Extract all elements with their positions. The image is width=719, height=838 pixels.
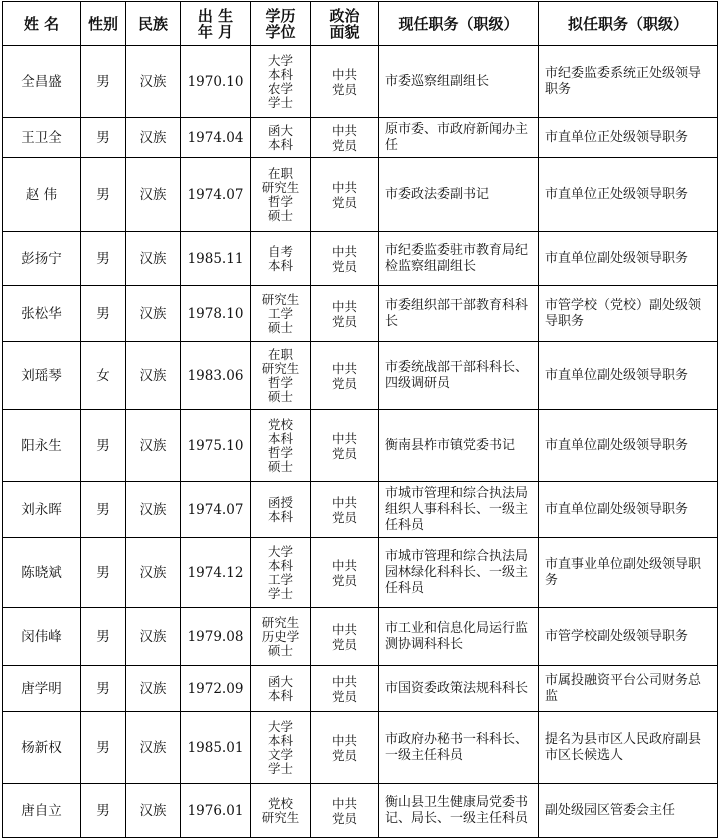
cell-birth: 1974.07	[181, 158, 251, 232]
education-line: 函大	[267, 122, 293, 138]
cell-proposed-position: 提名为县市区人民政府副县市区长候选人	[539, 712, 718, 784]
cell-current-position: 市委政法委副书记	[379, 158, 539, 232]
cell-birth: 1983.06	[181, 342, 251, 410]
political-line: 中共	[331, 673, 357, 689]
political-line: 中共	[331, 494, 357, 510]
cell-ethnicity: 汉族	[126, 410, 181, 482]
header-proposed-position: 拟任职务（职级）	[539, 2, 718, 46]
cell-gender: 男	[81, 232, 126, 286]
political-line: 党员	[331, 747, 357, 763]
political-line: 党员	[331, 81, 357, 97]
cell-proposed-position: 市直单位副处级领导职务	[539, 342, 718, 410]
table-row	[3, 286, 718, 342]
table-row	[3, 410, 718, 482]
cell-name: 唐自立	[3, 784, 81, 838]
education-line: 研究生	[261, 291, 300, 307]
cell-political	[311, 232, 379, 286]
cell-gender: 男	[81, 158, 126, 232]
political-line: 中共	[331, 732, 357, 748]
education-line: 在职	[267, 346, 293, 362]
cell-ethnicity: 汉族	[126, 608, 181, 666]
cell-political	[311, 482, 379, 538]
cell-name: 杨新权	[3, 712, 81, 784]
political-line: 中共	[331, 66, 357, 82]
cell-proposed-position: 副处级园区管委会主任	[539, 784, 718, 838]
cell-political	[311, 286, 379, 342]
cell-political	[311, 342, 379, 410]
education-line: 党校	[267, 795, 293, 811]
education-line: 工学	[267, 305, 293, 321]
cell-birth: 1976.01	[181, 784, 251, 838]
header-gender: 性别	[81, 2, 126, 46]
cell-education	[251, 342, 311, 410]
cell-birth: 1985.11	[181, 232, 251, 286]
cell-education	[251, 482, 311, 538]
header-political-line-1: 政治	[329, 6, 360, 25]
cell-birth: 1978.10	[181, 286, 251, 342]
education-line: 历史学	[261, 628, 300, 644]
cell-gender: 男	[81, 482, 126, 538]
cell-name: 陈晓斌	[3, 538, 81, 608]
header-birth-line-1: 出 生	[197, 6, 234, 25]
cell-current-position: 市委巡察组副组长	[379, 46, 539, 118]
cell-proposed-position: 市管学校（党校）副处级领导职务	[539, 286, 718, 342]
cell-education	[251, 784, 311, 838]
political-line: 中共	[331, 430, 357, 446]
cell-current-position: 市国资委政策法规科科长	[379, 666, 539, 712]
cell-name: 阳永生	[3, 410, 81, 482]
political-line: 党员	[331, 688, 357, 704]
cell-birth: 1975.10	[181, 410, 251, 482]
cell-education	[251, 538, 311, 608]
cell-education	[251, 608, 311, 666]
cell-gender: 男	[81, 118, 126, 158]
header-birth-line-2: 年 月	[197, 22, 234, 41]
cell-birth: 1974.04	[181, 118, 251, 158]
cell-current-position: 市城市管理和综合执法局园林绿化科科长、一级主任科员	[379, 538, 539, 608]
cell-proposed-position: 市属投融资平台公司财务总监	[539, 666, 718, 712]
political-line: 党员	[331, 445, 357, 461]
cell-proposed-position: 市直单位正处级领导职务	[539, 118, 718, 158]
cell-ethnicity: 汉族	[126, 232, 181, 286]
education-line: 大学	[267, 543, 293, 559]
education-line: 党校	[267, 416, 293, 432]
education-line: 函授	[267, 494, 293, 510]
education-line: 本科	[267, 687, 293, 703]
cell-education	[251, 46, 311, 118]
cell-political	[311, 538, 379, 608]
cell-proposed-position: 市直事业单位副处级领导职务	[539, 538, 718, 608]
cell-political	[311, 158, 379, 232]
political-line: 中共	[331, 557, 357, 573]
table-row	[3, 666, 718, 712]
cell-current-position: 衡南县柞市镇党委书记	[379, 410, 539, 482]
education-line: 农学	[267, 80, 293, 96]
education-line: 哲学	[267, 374, 293, 390]
political-line: 中共	[331, 621, 357, 637]
education-line: 硕士	[267, 207, 293, 223]
education-line: 本科	[267, 557, 293, 573]
political-line: 党员	[331, 810, 357, 826]
cell-political	[311, 410, 379, 482]
header-ethnicity: 民族	[126, 2, 181, 46]
education-line: 硕士	[267, 388, 293, 404]
cell-gender: 男	[81, 46, 126, 118]
cell-education	[251, 158, 311, 232]
cell-name: 刘瑶琴	[3, 342, 81, 410]
cell-gender: 男	[81, 410, 126, 482]
cell-birth: 1985.01	[181, 712, 251, 784]
table-row	[3, 46, 718, 118]
cell-name: 唐学明	[3, 666, 81, 712]
cell-education	[251, 286, 311, 342]
cell-birth: 1970.10	[181, 46, 251, 118]
cell-name: 刘永晖	[3, 482, 81, 538]
political-line: 党员	[331, 375, 357, 391]
cell-name: 张松华	[3, 286, 81, 342]
cell-current-position: 市委统战部干部科科长、四级调研员	[379, 342, 539, 410]
cell-education	[251, 118, 311, 158]
table-row	[3, 784, 718, 838]
cell-current-position: 市工业和信息化局运行监测协调科科长	[379, 608, 539, 666]
cell-name: 彭扬宁	[3, 232, 81, 286]
cell-proposed-position: 市纪委监委系统正处级领导职务	[539, 46, 718, 118]
cell-proposed-position: 市直单位副处级领导职务	[539, 232, 718, 286]
education-line: 研究生	[261, 614, 300, 630]
education-line: 学士	[267, 94, 293, 110]
political-line: 中共	[331, 298, 357, 314]
cell-political	[311, 712, 379, 784]
cell-ethnicity: 汉族	[126, 158, 181, 232]
cell-ethnicity: 汉族	[126, 538, 181, 608]
cell-gender: 男	[81, 608, 126, 666]
cell-birth: 1974.07	[181, 482, 251, 538]
header-political	[311, 2, 379, 46]
political-line: 党员	[331, 509, 357, 525]
education-line: 工学	[267, 571, 293, 587]
education-line: 哲学	[267, 193, 293, 209]
education-line: 本科	[267, 732, 293, 748]
political-line: 中共	[331, 122, 357, 138]
cell-gender: 男	[81, 784, 126, 838]
table-row	[3, 712, 718, 784]
education-line: 硕士	[267, 319, 293, 335]
education-line: 研究生	[261, 809, 300, 825]
cell-birth: 1972.09	[181, 666, 251, 712]
cell-ethnicity: 汉族	[126, 46, 181, 118]
header-education-line-1: 学历	[265, 6, 296, 25]
cell-ethnicity: 汉族	[126, 286, 181, 342]
education-line: 在职	[267, 165, 293, 181]
cell-proposed-position: 市直单位副处级领导职务	[539, 410, 718, 482]
header-name: 姓 名	[3, 2, 81, 46]
cell-ethnicity: 汉族	[126, 712, 181, 784]
cell-current-position: 衡山县卫生健康局党委书记、局长、一级主任科员	[379, 784, 539, 838]
cell-current-position: 市委组织部干部教育科科长	[379, 286, 539, 342]
education-line: 研究生	[261, 179, 300, 195]
education-line: 本科	[267, 257, 293, 273]
table-row	[3, 608, 718, 666]
cell-political	[311, 118, 379, 158]
table-row	[3, 158, 718, 232]
political-line: 党员	[331, 194, 357, 210]
header-row	[3, 2, 718, 46]
cell-political	[311, 784, 379, 838]
cell-proposed-position: 市直单位副处级领导职务	[539, 482, 718, 538]
education-line: 硕士	[267, 458, 293, 474]
cell-education	[251, 666, 311, 712]
header-political-line-2: 面貌	[329, 22, 360, 41]
political-line: 党员	[331, 313, 357, 329]
table-row	[3, 538, 718, 608]
cell-gender: 男	[81, 286, 126, 342]
political-line: 中共	[331, 179, 357, 195]
table-row	[3, 232, 718, 286]
education-line: 本科	[267, 66, 293, 82]
education-line: 文学	[267, 746, 293, 762]
header-current-position: 现任职务（职级）	[379, 2, 539, 46]
education-line: 自考	[267, 243, 293, 259]
education-line: 本科	[267, 430, 293, 446]
table-row	[3, 118, 718, 158]
cell-education	[251, 410, 311, 482]
header-birth	[181, 2, 251, 46]
cell-current-position: 市政府办秘书一科科长、一级主任科员	[379, 712, 539, 784]
cell-gender: 男	[81, 666, 126, 712]
political-line: 中共	[331, 243, 357, 259]
education-line: 本科	[267, 508, 293, 524]
political-line: 党员	[331, 572, 357, 588]
cell-gender: 男	[81, 538, 126, 608]
cell-current-position: 市纪委监委驻市教育局纪检监察组副组长	[379, 232, 539, 286]
cell-name: 王卫全	[3, 118, 81, 158]
cell-ethnicity: 汉族	[126, 342, 181, 410]
political-line: 党员	[331, 636, 357, 652]
cell-ethnicity: 汉族	[126, 784, 181, 838]
cell-ethnicity: 汉族	[126, 118, 181, 158]
cell-birth: 1979.08	[181, 608, 251, 666]
education-line: 硕士	[267, 642, 293, 658]
cell-political	[311, 46, 379, 118]
cell-political	[311, 608, 379, 666]
cell-education	[251, 232, 311, 286]
education-line: 学士	[267, 760, 293, 776]
cell-gender: 女	[81, 342, 126, 410]
cell-political	[311, 666, 379, 712]
political-line: 党员	[331, 258, 357, 274]
cell-ethnicity: 汉族	[126, 482, 181, 538]
education-line: 大学	[267, 718, 293, 734]
cell-name: 赵 伟	[3, 158, 81, 232]
cell-gender: 男	[81, 712, 126, 784]
table-row	[3, 482, 718, 538]
cell-name: 全昌盛	[3, 46, 81, 118]
cell-education	[251, 712, 311, 784]
education-line: 本科	[267, 136, 293, 152]
cell-name: 闵伟峰	[3, 608, 81, 666]
table-row	[3, 342, 718, 410]
education-line: 哲学	[267, 444, 293, 460]
education-line: 学士	[267, 585, 293, 601]
cell-proposed-position: 市管学校副处级领导职务	[539, 608, 718, 666]
education-line: 研究生	[261, 360, 300, 376]
political-line: 党员	[331, 137, 357, 153]
cell-ethnicity: 汉族	[126, 666, 181, 712]
political-line: 中共	[331, 795, 357, 811]
cell-birth: 1974.12	[181, 538, 251, 608]
cell-proposed-position: 市直单位正处级领导职务	[539, 158, 718, 232]
appointment-table	[2, 1, 718, 838]
table-body	[3, 46, 718, 838]
header-education	[251, 2, 311, 46]
political-line: 中共	[331, 360, 357, 376]
education-line: 大学	[267, 52, 293, 68]
cell-current-position: 原市委、市政府新闻办主任	[379, 118, 539, 158]
header-education-line-2: 学位	[265, 22, 296, 41]
education-line: 函大	[267, 673, 293, 689]
cell-current-position: 市城市管理和综合执法局组织人事科科长、一级主任科员	[379, 482, 539, 538]
